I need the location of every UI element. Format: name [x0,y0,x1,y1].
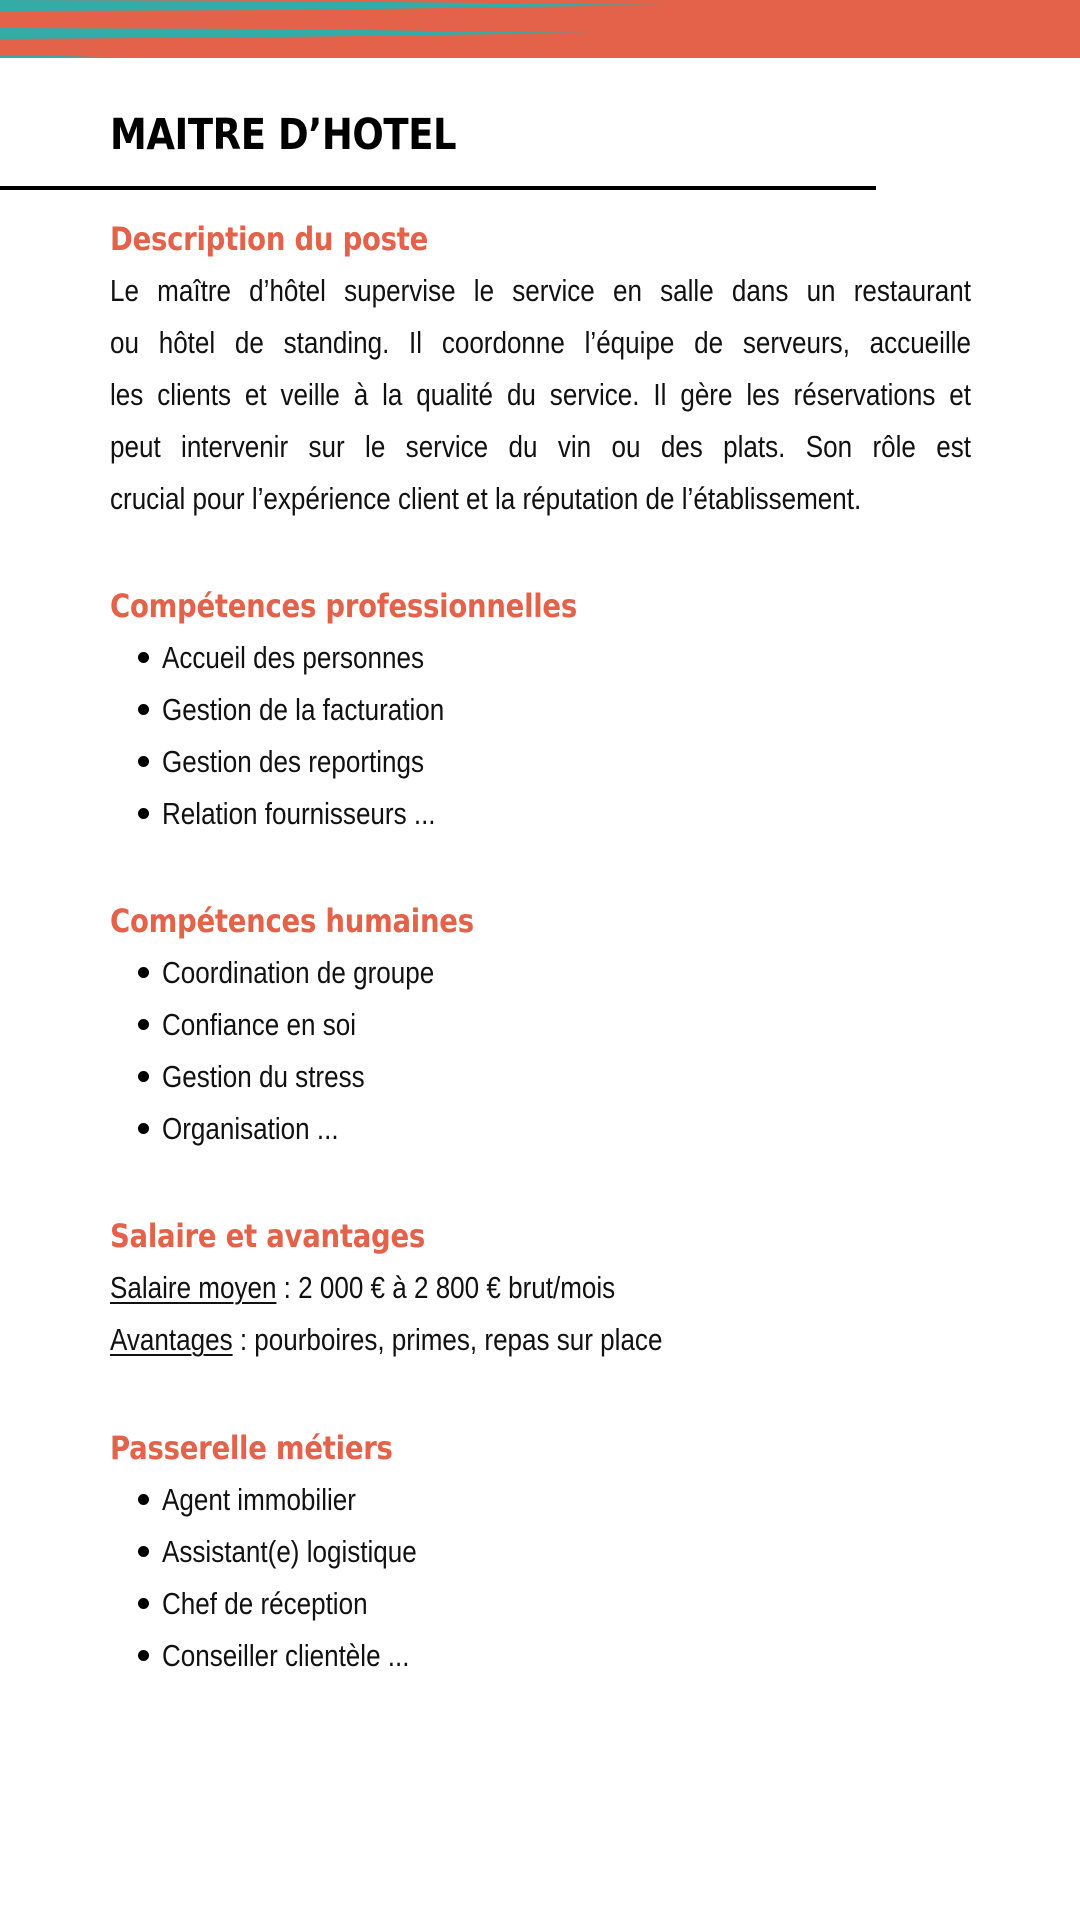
description-line: ou hôtel de standing. Il coordonne l’équipe de serveurs, accueille [110,325,971,360]
competences-pro-list [110,632,971,840]
section-heading-competences-hum: Compétences humaines [110,902,474,940]
section-heading-description: Description du poste [110,220,429,258]
benefits-line [110,1314,971,1366]
bullet-icon [138,808,149,819]
bullet-icon [138,1598,149,1609]
description-line: Le maître d’hôtel supervise le service en salle dans un restaurant [110,273,971,308]
description-line: crucial pour l’expérience client et la réputation de l’établissement. [110,481,862,516]
section-competences-professionnelles [110,580,971,840]
list-item: Confiance en soi [110,999,971,1051]
section-salaire-avantages [110,1210,971,1366]
competences-hum-list [110,947,971,1155]
list-item: Conseiller clientèle ... [110,1630,971,1682]
section-competences-humaines [110,895,971,1155]
list-item: Gestion du stress [110,1051,971,1103]
bullet-icon [138,1123,149,1134]
list-item: Assistant(e) logistique [110,1526,971,1578]
bullet-icon [138,1650,149,1661]
passerelle-list [110,1474,971,1682]
salary-value: : 2 000 € à 2 800 € brut/mois [276,1270,616,1305]
list-item: Accueil des personnes [110,632,971,684]
bullet-icon [138,1071,149,1082]
benefits-value: : pourboires, primes, repas sur place [232,1322,663,1357]
list-item: Agent immobilier [110,1474,971,1526]
salary-line [110,1262,971,1314]
section-heading-passerelle: Passerelle métiers [110,1429,393,1467]
list-item: Gestion de la facturation [110,684,971,736]
section-passerelle-metiers [110,1422,971,1682]
list-item: Relation fournisseurs ... [110,788,971,840]
header-stripes-banner [0,0,1080,58]
description-paragraph [110,265,971,525]
bullet-icon [138,704,149,715]
description-line: peut intervenir sur le service du vin ou des plats. Son rôle est [110,429,971,464]
bullet-icon [138,652,149,663]
bullet-icon [138,967,149,978]
section-heading-competences-pro: Compétences professionnelles [110,587,577,625]
title-divider [0,186,876,190]
benefits-label: Avantages [110,1322,233,1357]
list-item: Gestion des reportings [110,736,971,788]
bullet-icon [138,1019,149,1030]
section-description [110,213,971,525]
list-item: Coordination de groupe [110,947,971,999]
bullet-icon [138,1546,149,1557]
page-title: MAITRE D’HOTEL [110,110,457,160]
bullet-icon [138,756,149,767]
section-heading-salaire: Salaire et avantages [110,1217,426,1255]
salary-label: Salaire moyen [110,1270,277,1305]
description-line: les clients et veille à la qualité du service. Il gère les réservations et [110,377,971,412]
list-item: Organisation ... [110,1103,971,1155]
bullet-icon [138,1494,149,1505]
list-item: Chef de réception [110,1578,971,1630]
